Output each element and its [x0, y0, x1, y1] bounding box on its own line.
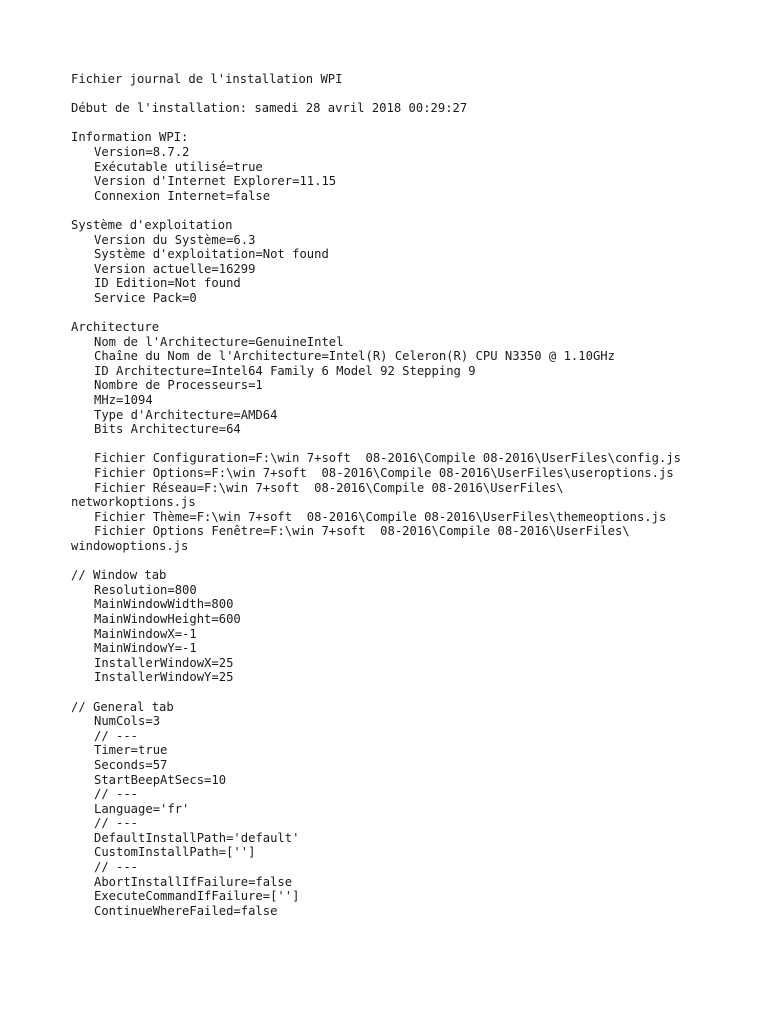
- spacer: [71, 685, 711, 700]
- section-header-window-tab: // Window tab: [71, 568, 167, 583]
- spacer: [71, 437, 711, 452]
- log-line: Système d'exploitation=Not found: [94, 247, 329, 262]
- log-line: // ---: [94, 728, 139, 743]
- log-line: ExecuteCommandIfFailure=['']: [94, 889, 300, 904]
- log-line: Version d'Internet Explorer=11.15: [94, 174, 337, 189]
- log-line: // ---: [94, 860, 139, 875]
- log-line: Version actuelle=16299: [94, 261, 256, 276]
- log-line: Language='fr': [94, 801, 190, 816]
- log-line: Version=8.7.2: [94, 144, 190, 159]
- log-line: CustomInstallPath=['']: [94, 845, 256, 860]
- log-line: InstallerWindowY=25: [94, 670, 234, 685]
- log-line: // ---: [94, 787, 139, 802]
- log-line: InstallerWindowX=25: [94, 655, 234, 670]
- log-line: AbortInstallIfFailure=false: [94, 874, 293, 889]
- log-document: [71, 72, 711, 918]
- log-line-window-file: Fichier Options Fenêtre=F:\win 7+soft 08-2016\Compile 08-2016\UserFiles\ windowoptions.js: [71, 524, 630, 553]
- section-header-os: Système d'exploitation: [71, 217, 233, 232]
- spacer: [71, 87, 711, 102]
- log-line: Version du Système=6.3: [94, 232, 256, 247]
- log-line: ID Architecture=Intel64 Family 6 Model 92 Stepping 9: [94, 363, 476, 378]
- log-line-options-file: Fichier Options=F:\win 7+soft 08-2016\Compile 08-2016\UserFiles\useroptions.js: [94, 466, 674, 481]
- spacer: [71, 203, 711, 218]
- section-header-architecture: Architecture: [71, 320, 160, 335]
- log-line: Seconds=57: [94, 757, 168, 772]
- spacer: [71, 116, 711, 131]
- spacer: [71, 306, 711, 321]
- log-line: Timer=true: [94, 743, 168, 758]
- section-header-wpi: Information WPI:: [71, 130, 189, 145]
- log-line: MainWindowWidth=800: [94, 597, 234, 612]
- log-line: MainWindowHeight=600: [94, 611, 241, 626]
- log-line: NumCols=3: [94, 714, 161, 729]
- log-line: Nombre de Processeurs=1: [94, 378, 263, 393]
- log-line: MainWindowY=-1: [94, 641, 197, 656]
- log-line: Exécutable utilisé=true: [94, 159, 263, 174]
- log-line: Chaîne du Nom de l'Architecture=Intel(R) Celeron(R) CPU N3350 @ 1.10GHz: [94, 349, 615, 364]
- log-title: Fichier journal de l'installation WPI: [71, 72, 343, 86]
- spacer: [71, 554, 711, 569]
- log-line: MHz=1094: [94, 393, 153, 408]
- log-line: Nom de l'Architecture=GenuineIntel: [94, 334, 344, 349]
- install-start-line: Début de l'installation: samedi 28 avril 2018 00:29:27: [71, 101, 468, 116]
- log-line: Type d'Architecture=AMD64: [94, 407, 278, 422]
- log-line: Service Pack=0: [94, 290, 197, 305]
- log-line: Resolution=800: [94, 582, 197, 597]
- log-line: MainWindowX=-1: [94, 626, 197, 641]
- log-line: Bits Architecture=64: [94, 422, 241, 437]
- log-line-config-file: Fichier Configuration=F:\win 7+soft 08-2016\Compile 08-2016\UserFiles\config.js: [94, 451, 681, 466]
- log-line: ContinueWhereFailed=false: [94, 903, 278, 918]
- log-line: StartBeepAtSecs=10: [94, 772, 227, 787]
- log-line-theme-file: Fichier Thème=F:\win 7+soft 08-2016\Compile 08-2016\UserFiles\themeoptions.js: [94, 509, 667, 524]
- log-line: DefaultInstallPath='default': [94, 830, 300, 845]
- log-line: Connexion Internet=false: [94, 188, 271, 203]
- log-line: // ---: [94, 816, 139, 831]
- log-line-network-file: Fichier Réseau=F:\win 7+soft 08-2016\Compile 08-2016\UserFiles\ networkoptions.js: [71, 480, 564, 510]
- log-line: ID Edition=Not found: [94, 276, 241, 291]
- section-header-general-tab: // General tab: [71, 699, 174, 714]
